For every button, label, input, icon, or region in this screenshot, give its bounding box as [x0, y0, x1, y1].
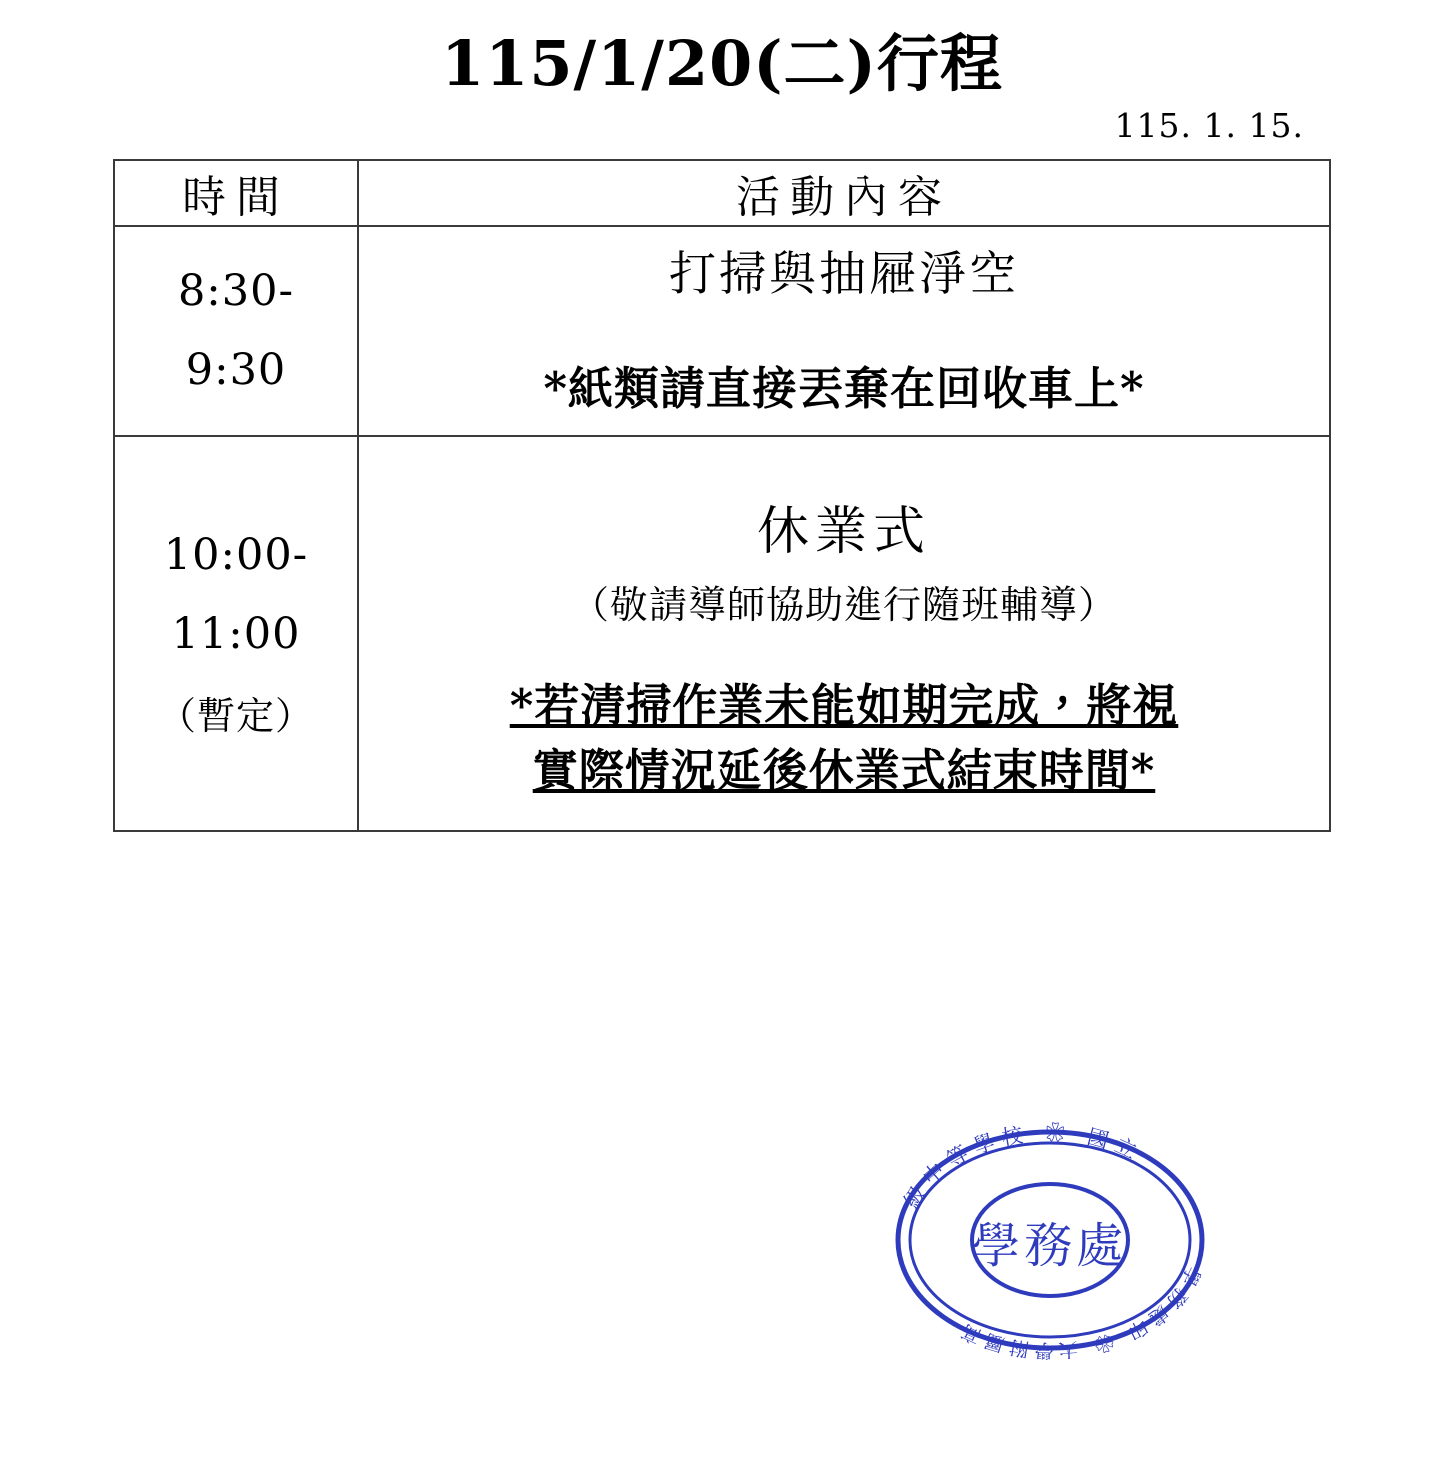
row-time-1-line1: 8:30-: [177, 265, 295, 316]
row-time-2-line2: 11:00: [171, 609, 301, 660]
row-content-2-note-line1: *若清掃作業未能如期完成，將視: [509, 679, 1179, 733]
row-content-2-note: [359, 673, 1329, 804]
official-seal: [880, 1120, 1220, 1360]
row-content-1-main: 打掃與抽屜淨空: [669, 247, 1019, 303]
schedule-table: [113, 159, 1331, 832]
row-time-2: [114, 436, 358, 831]
page-title: 115/1/20(二)行程: [441, 27, 1003, 100]
header-content: 活動內容: [358, 160, 1330, 226]
document-page: [0, 27, 1444, 1462]
row-time-2-note: （暫定）: [157, 693, 314, 738]
row-time-1: [114, 226, 358, 436]
row-content-2-sub: （敬請導師協助進行隨班輔導）: [570, 583, 1117, 628]
table-row: [114, 226, 1330, 436]
row-content-1-note: *紙類請直接丟棄在回收車上*: [543, 362, 1145, 416]
table-row: [114, 436, 1330, 831]
row-time-2-line1: 10:00-: [163, 529, 309, 580]
issue-date: 115. 1. 15.: [1114, 106, 1304, 146]
table-header-row: [114, 160, 1330, 226]
row-content-1: [358, 226, 1330, 436]
row-content-2-note-line2: 實際情況延後休業式結束時間*: [532, 744, 1156, 798]
seal-icon: [880, 1120, 1220, 1360]
row-content-2-main: 休業式: [756, 502, 931, 563]
svg-text:學務處印 ❀ 大學附屬高: 學務處印 ❀ 大學附屬高: [953, 1262, 1205, 1360]
header-time: 時間: [114, 160, 358, 226]
svg-text:學務處: 學務處: [971, 1218, 1129, 1274]
row-content-2: [358, 436, 1330, 831]
svg-text:級中等學校 ❀ 國立: 級中等學校 ❀ 國立: [899, 1120, 1147, 1213]
row-time-1-line2: 9:30: [185, 345, 287, 396]
